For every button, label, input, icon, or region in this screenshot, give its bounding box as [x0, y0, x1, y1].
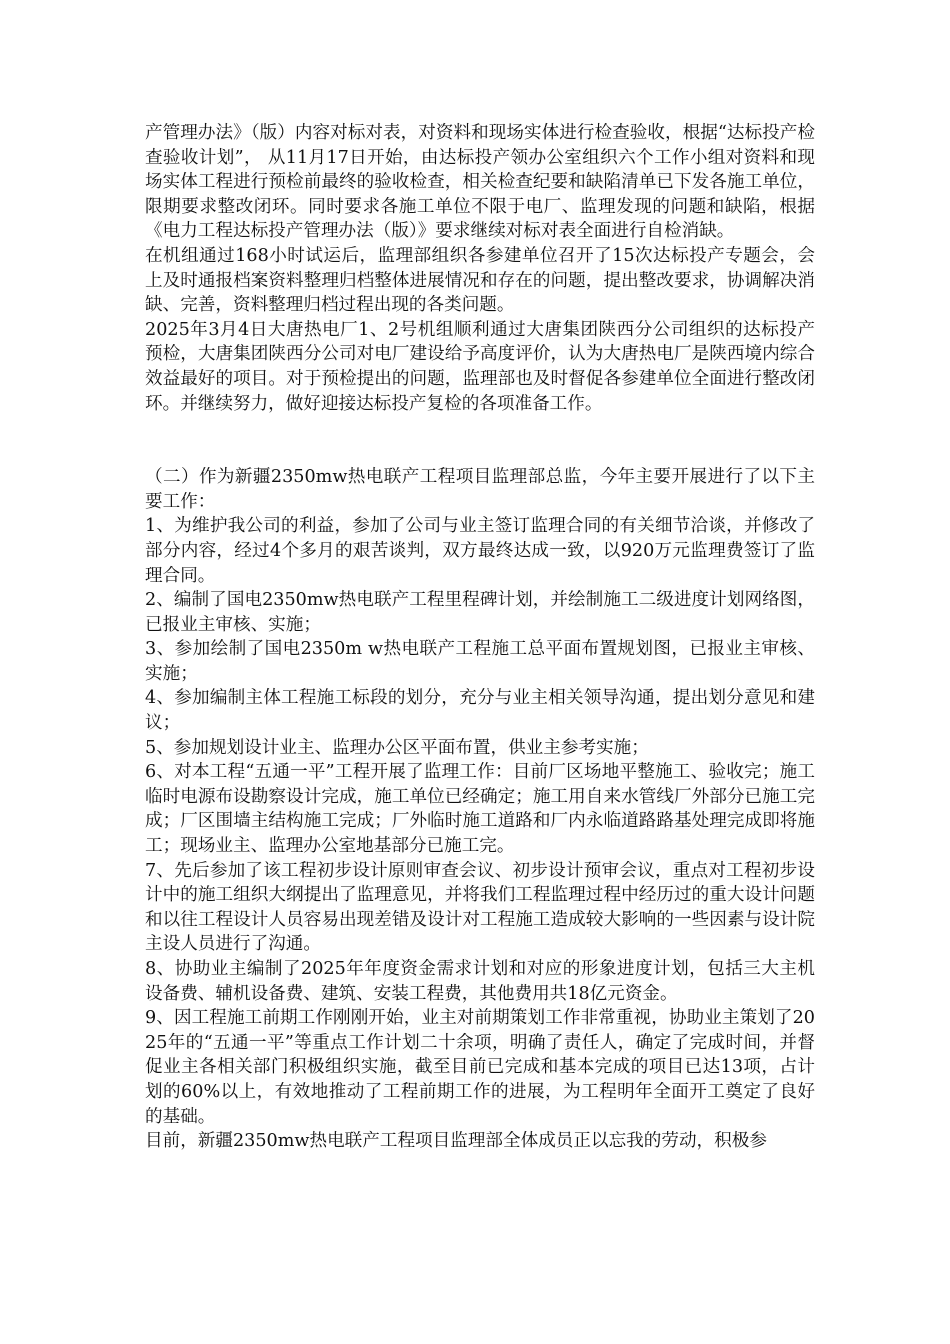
list-item-3: 3、参加绘制了国电2350m w热电联产工程施工总平面布置规划图，已报业主审核、实施；	[145, 639, 815, 684]
document-page	[145, 121, 815, 1154]
paragraph-precheck-result: 2025年3月4日大唐热电厂1、2号机组顺利通过大唐集团陕西分公司组织的达标投产预检，大唐集团陕西分公司对电厂建设给予高度评价，认为大唐热电厂是陕西境内综合效益最好的项目。对于预检提出的问题，监理部也及时督促各参建单位全面进行整改闭环。并继续努力，做好迎接达标投产复检的各项准备工作。	[145, 319, 815, 414]
list-item-7: 7、先后参加了该工程初步设计原则审查会议、初步设计预审会议，重点对工程初步设计中的施工组织大纲提出了监理意见，并将我们工程监理过程中经历过的重大设计问题和以往工程设计人员容易出现差错及设计对工程施工造成较大影响的一些因素与设计院主设人员进行了沟通。	[145, 860, 815, 955]
list-item-5: 5、参加规划设计业主、监理办公区平面布置，供业主参考实施；	[145, 737, 649, 758]
paragraph-current-status: 目前，新疆2350mw热电联产工程项目监理部全体成员正以忘我的劳动，积极参	[145, 1131, 767, 1152]
paragraph-special-meetings: 在机组通过168小时试运后，监理部组织各参建单位召开了15次达标投产专题会，会上及时通报档案资料整理归档整体进展情况和存在的问题，提出整改要求，协调解决消缺、完善，资料整理归档过程出现的各类问题。	[145, 245, 815, 316]
section-heading-xinjiang: （二）作为新疆2350mw热电联产工程项目监理部总监，今年主要开展进行了以下主要工作：	[145, 467, 815, 512]
list-item-9: 9、因工程施工前期工作刚刚开始，业主对前期策划工作非常重视，协助业主策划了2025年的“五通一平”等重点工作计划二十余项，明确了责任人，确定了完成时间，并督促业主各相关部门积极组织实施，截至目前已完成和基本完成的项目已达13项，占计划的60%以上，有效地推动了工程前期工作的进展，为工程明年全面开工奠定了良好的基础。	[145, 1008, 815, 1127]
list-item-2: 2、编制了国电2350mw热电联产工程里程碑计划，并绘制施工二级进度计划网络图，已报业主审核、实施；	[145, 590, 815, 635]
list-item-4: 4、参加编制主体工程施工标段的划分，充分与业主相关领导沟通，提出划分意见和建议；	[145, 688, 815, 734]
list-item-8: 8、协助业主编制了2025年年度资金需求计划和对应的形象进度计划，包括三大主机设备费、辅机设备费、建筑、安装工程费，其他费用共18亿元资金。	[145, 959, 815, 1004]
section-gap	[145, 416, 815, 465]
paragraph-acceptance-check: 产管理办法》（版）内容对标对表，对资料和现场实体进行检查验收，根据“达标投产检查验收计划”， 从11月17日开始，由达标投产领办公室组织六个工作小组对资料和现场实体工程进行预检前最终的验收检查，相关检查纪要和缺陷清单已下发各施工单位，限期要求整改闭环。同时要求各施工单位不限于电厂、监理发现的问题和缺陷，根据《电力工程达标投产管理办法（版）》要求继续对标对表全面进行自检消缺。	[145, 123, 815, 242]
list-item-1: 1、为维护我公司的利益，参加了公司与业主签订监理合同的有关细节洽谈，并修改了部分内容，经过4个多月的艰苦谈判，双方最终达成一致，以920万元监理费签订了监理合同。	[145, 516, 815, 586]
list-item-6: 6、对本工程“五通一平”工程开展了监理工作：目前厂区场地平整施工、验收完；施工临时电源布设勘察设计完成，施工单位已经确定；施工用自来水管线厂外部分已施工完成；厂区围墙主结构施工完成；厂外临时施工道路和厂内永临道路路基处理完成即将施工；现场业主、监理办公室地基部分已施工完。	[145, 762, 815, 857]
